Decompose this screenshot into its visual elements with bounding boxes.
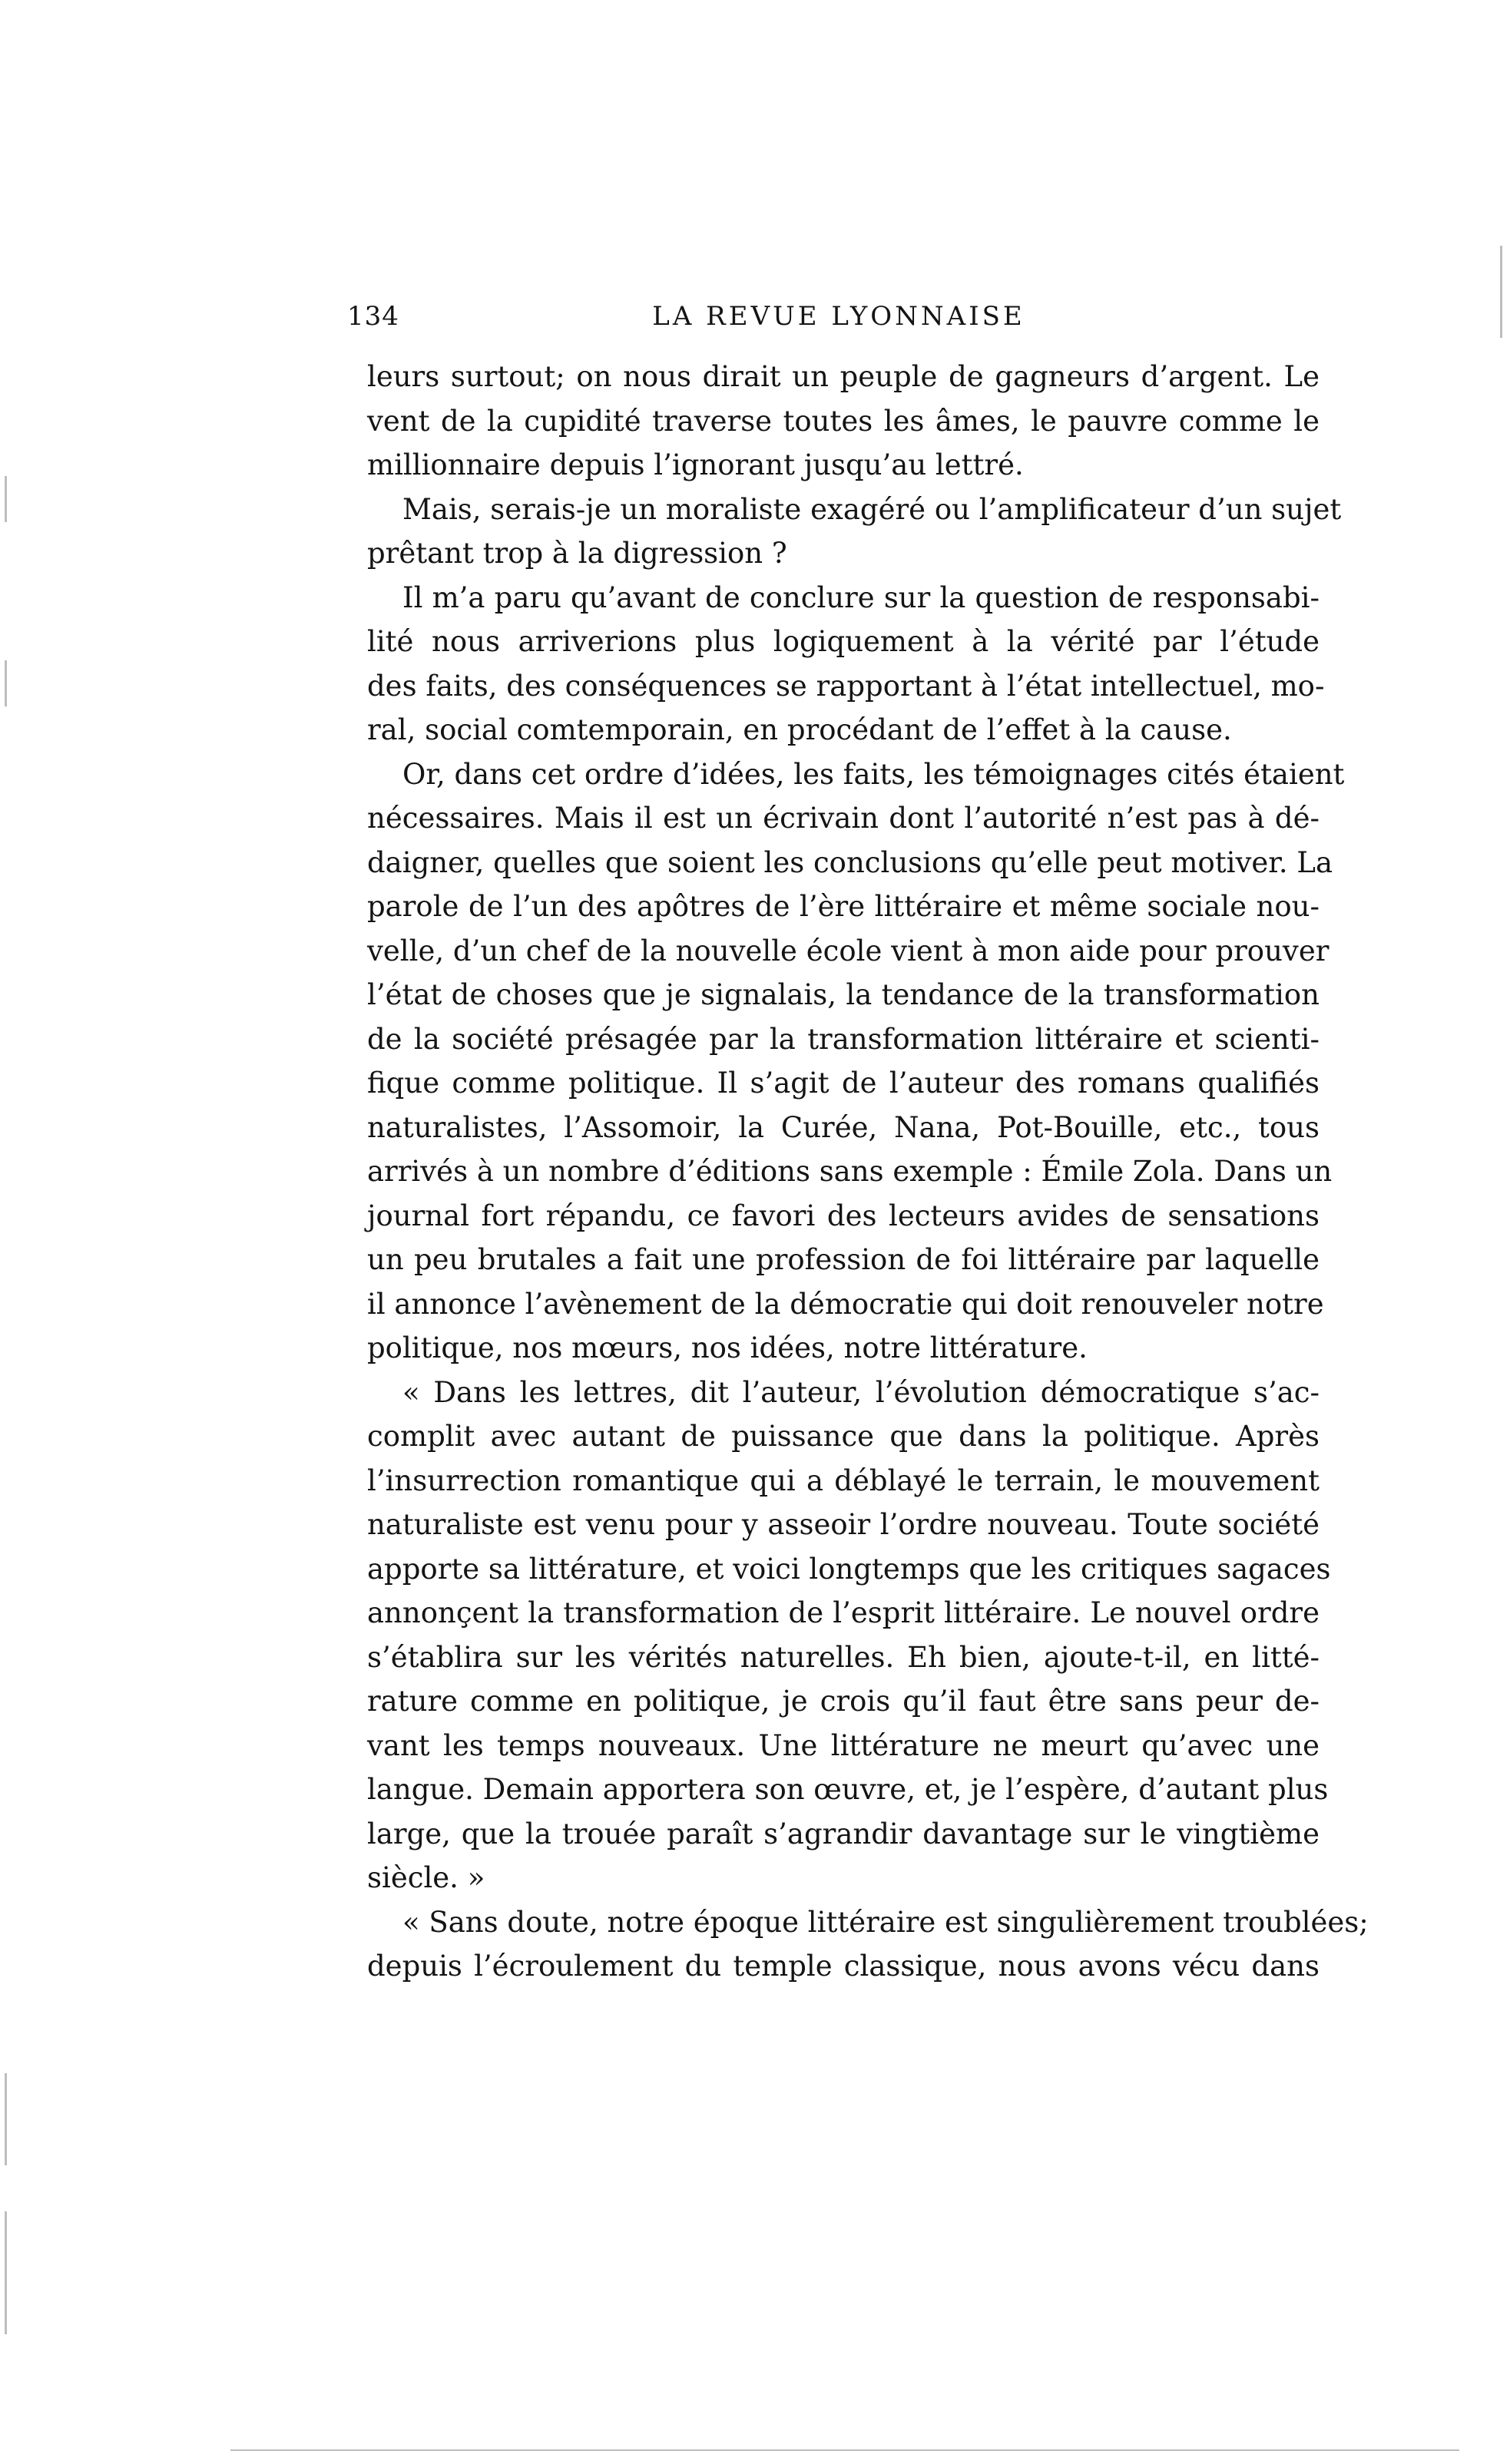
- running-head: LA REVUE LYONNAISE: [652, 301, 1025, 332]
- text-line: Or, dans cet ordre d’idées, les faits, les témoignages cités étaient: [402, 757, 1345, 791]
- text-line: naturalistes, l’Assomoir, la Curée, Nana, Pot-Bouille, etc., tous: [367, 1110, 1320, 1144]
- page-number: 134: [347, 301, 399, 332]
- page-header: [347, 301, 1330, 339]
- text-line: parole de l’un des apôtres de l’ère littéraire et même sociale nou-: [367, 890, 1320, 923]
- text-line: leurs surtout; on nous dirait un peuple de gagneurs d’argent. Le: [367, 360, 1320, 393]
- text-line: large, que la trouée paraît s’agrandir davantage sur le vingtième: [367, 1817, 1320, 1850]
- text-line: il annonce l’avènement de la démocratie qui doit renouveler notre: [367, 1287, 1324, 1321]
- text-line: depuis l’écroulement du temple classique, nous avons vécu dans: [367, 1950, 1320, 1983]
- text-line: « Sans doute, notre époque littéraire est singulièrement troublées;: [402, 1905, 1369, 1939]
- text-line: l’état de choses que je signalais, la tendance de la transformation: [367, 978, 1320, 1011]
- text-line: journal fort répandu, ce favori des lecteurs avides de sensations: [367, 1199, 1320, 1232]
- text-line: naturaliste est venu pour y asseoir l’ordre nouveau. Toute société: [367, 1508, 1320, 1541]
- text-line: fique comme politique. Il s’agit de l’auteur des romans qualifiés: [367, 1067, 1320, 1100]
- text-line: vent de la cupidité traverse toutes les âmes, le pauvre comme le: [367, 404, 1320, 438]
- scan-edge-mark: [5, 2211, 7, 2334]
- text-line: lité nous arriverions plus logiquement à la vérité par l’étude: [367, 625, 1320, 658]
- scan-edge-mark: [5, 660, 7, 706]
- text-line: prêtant trop à la digression ?: [367, 537, 787, 570]
- scan-edge-mark: [1500, 246, 1502, 338]
- text-line: millionnaire depuis l’ignorant jusqu’au lettré.: [367, 448, 1024, 481]
- text-line: un peu brutales a fait une profession de foi littéraire par laquelle: [367, 1243, 1320, 1276]
- text-line: politique, nos mœurs, nos idées, notre littérature.: [367, 1331, 1088, 1364]
- text-line: langue. Demain apportera son œuvre, et, je l’espère, d’autant plus: [367, 1773, 1329, 1806]
- text-line: siècle. »: [367, 1861, 485, 1894]
- text-line: « Dans les lettres, dit l’auteur, l’évolution démocratique s’ac-: [402, 1375, 1320, 1409]
- text-line: des faits, des conséquences se rapportant à l’état intellectuel, mo-: [367, 669, 1325, 703]
- scan-edge-mark: [5, 476, 7, 522]
- text-line: nécessaires. Mais il est un écrivain dont l’autorité n’est pas à dé-: [367, 802, 1320, 835]
- text-line: complit avec autant de puissance que dans la politique. Après: [367, 1420, 1320, 1453]
- text-line: Mais, serais-je un moraliste exagéré ou l’amplificateur d’un sujet: [402, 492, 1342, 526]
- scan-edge-mark: [5, 2073, 7, 2165]
- text-line: velle, d’un chef de la nouvelle école vient à mon aide pour prouver: [367, 934, 1330, 967]
- text-line: rature comme en politique, je crois qu’il faut être sans peur de-: [367, 1685, 1320, 1718]
- text-line: de la société présagée par la transformation littéraire et scienti-: [367, 1022, 1320, 1056]
- text-line: l’insurrection romantique qui a déblayé le terrain, le mouvement: [367, 1464, 1320, 1497]
- text-line: Il m’a paru qu’avant de conclure sur la question de responsabi-: [402, 580, 1320, 614]
- text-line: daigner, quelles que soient les conclusions qu’elle peut motiver. La: [367, 845, 1333, 879]
- text-line: annonçent la transformation de l’esprit littéraire. Le nouvel ordre: [367, 1596, 1320, 1629]
- scan-bottom-rule: [230, 2449, 1459, 2451]
- text-line: ral, social comtemporain, en procédant de l’effet à la cause.: [367, 713, 1232, 746]
- body-text: [367, 355, 1369, 1989]
- text-line: apporte sa littérature, et voici longtemps que les critiques sagaces: [367, 1552, 1331, 1586]
- text-line: arrivés à un nombre d’éditions sans exemple : Émile Zola. Dans un: [367, 1155, 1333, 1188]
- text-line: s’établira sur les vérités naturelles. Eh bien, ajoute-t-il, en litté-: [367, 1640, 1320, 1674]
- text-line: vant les temps nouveaux. Une littérature ne meurt qu’avec une: [367, 1728, 1320, 1762]
